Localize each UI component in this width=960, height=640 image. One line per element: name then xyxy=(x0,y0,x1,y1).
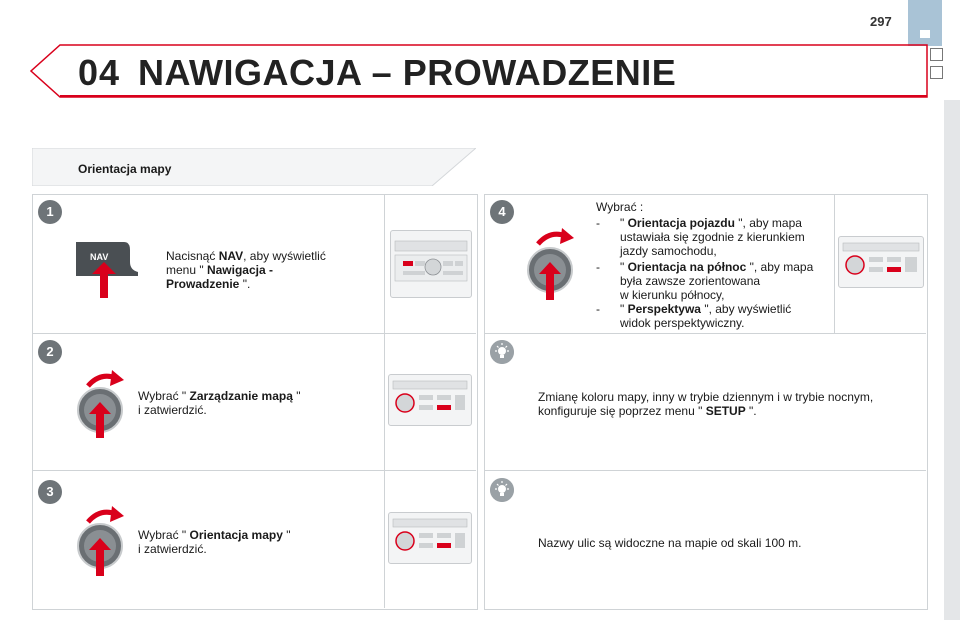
list-dash: - xyxy=(596,260,600,274)
page-title: NAWIGACJA – PROWADZENIE xyxy=(138,52,677,93)
tip-1-line-1: Zmianę koloru mapy, inny w trybie dziennym i w trybie nocnym, xyxy=(538,390,874,404)
option-3-label: Perspektywa xyxy=(627,302,701,316)
option-3-pre: " xyxy=(620,302,628,316)
sidebar-box-2 xyxy=(930,66,943,79)
step-4-option-3 xyxy=(596,302,832,330)
step-3-text xyxy=(138,528,374,556)
right-row-divider-1 xyxy=(484,333,926,334)
step-1-text-a: Nacisnąć xyxy=(166,249,219,263)
step-1-text xyxy=(166,249,376,291)
radio-panel-image-4 xyxy=(838,236,924,288)
option-1-line-2: ustawiała się zgodnie z kierunkiem xyxy=(620,230,805,244)
step-1-menu-2: Prowadzenie xyxy=(166,277,240,291)
list-dash: - xyxy=(596,216,600,230)
list-dash: - xyxy=(596,302,600,316)
svg-text:NAV: NAV xyxy=(90,252,109,262)
option-2-line-2: była zawsze zorientowana xyxy=(620,274,761,288)
option-2-pre: " xyxy=(620,260,628,274)
option-2-post: ", aby mapa xyxy=(746,260,814,274)
step-4-option-2 xyxy=(596,260,832,302)
step-1-menu: Nawigacja - xyxy=(206,263,273,277)
sidebar-box-1 xyxy=(930,48,943,61)
option-3-line-2: widok perspektywiczny. xyxy=(620,316,745,330)
step-1-text-b: , aby wyświetlić xyxy=(243,249,326,263)
right-row-divider-2 xyxy=(484,470,926,471)
option-3-post: ", aby wyświetlić xyxy=(700,302,792,316)
step-2-option: Zarządzanie mapą xyxy=(189,389,293,403)
option-1-line-3: jazdy samochodu, xyxy=(620,244,717,258)
rotary-knob-icon-2 xyxy=(70,366,132,440)
left-row-divider-2 xyxy=(32,470,476,471)
tip-1-setup: SETUP xyxy=(705,404,746,418)
step-3-text-b: " xyxy=(282,528,291,542)
lightbulb-icon-1 xyxy=(490,340,514,364)
option-1-pre: " xyxy=(620,216,628,230)
rotary-knob-icon-3 xyxy=(70,502,132,578)
lightbulb-icon-2 xyxy=(490,478,514,502)
rotary-knob-icon-4 xyxy=(520,222,582,302)
step-1-key: NAV xyxy=(218,249,244,263)
page-tab xyxy=(908,0,942,46)
tab-marker xyxy=(920,30,930,38)
chapter-number: 04 xyxy=(78,52,121,93)
radio-panel-image-2 xyxy=(388,374,472,426)
option-1-post: ", aby mapa xyxy=(734,216,802,230)
step-1-badge: 1 xyxy=(38,200,62,224)
step-3-option: Orientacja mapy xyxy=(189,528,283,542)
step-1-text-d: ". xyxy=(239,277,251,291)
step-2-text-a: Wybrać " xyxy=(138,389,190,403)
right-panel-divider xyxy=(834,194,835,334)
step-3-badge: 3 xyxy=(38,480,62,504)
side-strip xyxy=(944,100,960,620)
step-4-intro: Wybrać : xyxy=(596,200,644,214)
step-2-badge: 2 xyxy=(38,340,62,364)
step-3-text-c: i zatwierdzić. xyxy=(138,542,207,556)
step-4-badge: 4 xyxy=(490,200,514,224)
step-1-text-c: menu " xyxy=(166,263,207,277)
tip-1-line-2c: ". xyxy=(745,404,757,418)
left-panel-divider xyxy=(384,194,385,608)
left-row-divider-1 xyxy=(32,333,476,334)
option-1-label: Orientacja pojazdu xyxy=(627,216,735,230)
radio-panel-image-1 xyxy=(390,230,472,298)
radio-panel-image-3 xyxy=(388,512,472,564)
step-2-text-c: i zatwierdzić. xyxy=(138,403,207,417)
nav-button-icon xyxy=(72,236,142,300)
step-2-text-b: " xyxy=(292,389,301,403)
step-2-text xyxy=(138,389,374,417)
tip-2-text: Nazwy ulic są widoczne na mapie od skali 100 m. xyxy=(538,536,802,550)
tip-1-line-2a: konfiguruje się poprzez menu " xyxy=(538,404,706,418)
tip-1-text xyxy=(538,390,918,418)
option-2-line-3: w kierunku północy, xyxy=(620,288,725,302)
option-2-label: Orientacja na północ xyxy=(627,260,747,274)
page-number: 297 xyxy=(870,14,892,29)
step-4-option-1 xyxy=(596,216,832,258)
section-title: Orientacja mapy xyxy=(78,162,172,176)
step-3-text-a: Wybrać " xyxy=(138,528,190,542)
